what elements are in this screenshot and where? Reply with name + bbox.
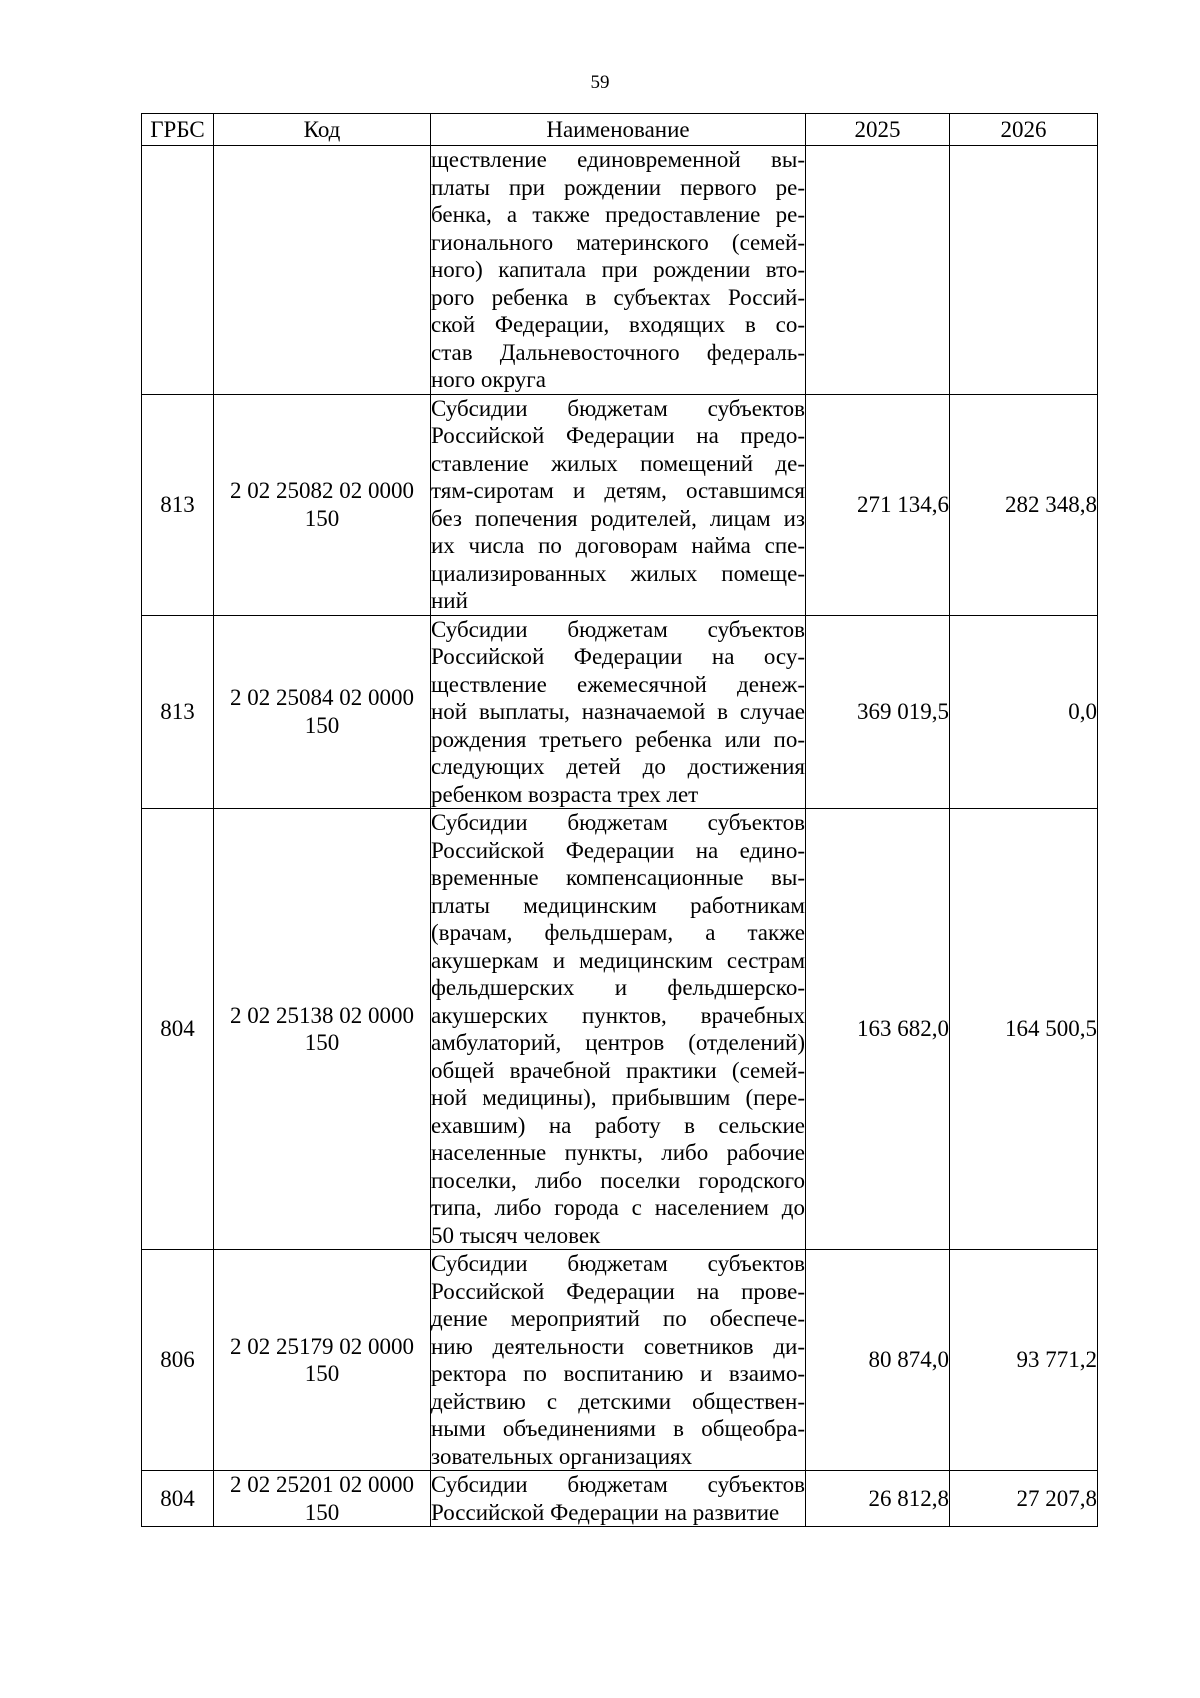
name-line: циализированных жилых помеще- — [431, 560, 805, 586]
name-line: фельдшерских и фельдшерско- — [431, 975, 805, 1000]
name-line: 50 тысяч человек — [431, 1222, 601, 1248]
header-2026: 2026 — [950, 114, 1098, 146]
name-line: Российской Федерации на осу- — [431, 644, 805, 669]
name-line: ществление ежемесячной денеж- — [431, 671, 805, 697]
name-line: амбулаторий, центров (отделений) — [431, 1030, 805, 1055]
name-line: став Дальневосточного федераль- — [431, 339, 805, 365]
amount-2025-cell: 163 682,0 — [806, 809, 950, 1250]
name-line: нию деятельности советников ди- — [431, 1333, 805, 1359]
name-line: ного) капитала при рождении вто- — [431, 257, 805, 282]
name-line: ной медицины), прибывшим (пере- — [431, 1085, 805, 1110]
name-line: Российской Федерации на развитие — [431, 1499, 780, 1525]
header-code: Код — [214, 114, 431, 146]
amount-2026-cell: 0,0 — [950, 615, 1098, 809]
name-line: ного округа — [431, 367, 546, 392]
amount-2026-cell: 282 348,8 — [950, 394, 1098, 615]
name-cell — [431, 809, 806, 1250]
header-grbs: ГРБС — [142, 114, 214, 146]
name-line: ществление единовременной вы- — [431, 147, 805, 172]
name-line: действию с детскими обществен- — [431, 1388, 805, 1414]
name-line: зовательных организациях — [431, 1443, 693, 1469]
amount-2025-cell: 80 874,0 — [806, 1250, 950, 1471]
grbs-cell: 804 — [142, 809, 214, 1250]
amount-2026-cell: 164 500,5 — [950, 809, 1098, 1250]
name-line: платы при рождении первого ре- — [431, 174, 805, 200]
code-cell: 2 02 25084 02 0000 150 — [214, 615, 431, 809]
table-row — [142, 1471, 1098, 1527]
name-line: общей врачебной практики (семей- — [431, 1057, 805, 1083]
amount-2025-cell: 369 019,5 — [806, 615, 950, 809]
grbs-cell: 813 — [142, 394, 214, 615]
header-name: Наименование — [431, 114, 806, 146]
name-line: ребенком возраста трех лет — [431, 781, 699, 807]
name-line: (врачам, фельдшерам, а также — [431, 920, 805, 945]
table-body — [142, 146, 1098, 1527]
amount-2025-cell — [806, 146, 950, 395]
code-cell — [214, 146, 431, 395]
code-cell: 2 02 25201 02 0000 150 — [214, 1471, 431, 1527]
table-row — [142, 146, 1098, 395]
name-line: Субсидии бюджетам субъектов — [431, 810, 805, 835]
name-line: без попечения родителей, лицам из — [431, 505, 805, 531]
name-line: Российской Федерации на прове- — [431, 1278, 805, 1304]
name-cell — [431, 1250, 806, 1471]
name-line: Субсидии бюджетам субъектов — [431, 616, 805, 642]
name-line: ставление жилых помещений де- — [431, 450, 805, 476]
grbs-cell — [142, 146, 214, 395]
name-line: ректора по воспитанию и взаимо- — [431, 1361, 805, 1386]
table-row — [142, 615, 1098, 809]
page-number: 59 — [590, 72, 610, 93]
name-line: акушерских пунктов, врачебных — [431, 1002, 805, 1028]
amount-2026-cell: 93 771,2 — [950, 1250, 1098, 1471]
table-row — [142, 809, 1098, 1250]
name-line: ний — [431, 588, 468, 613]
name-line: рождения третьего ребенка или по- — [431, 726, 805, 752]
code-cell: 2 02 25179 02 0000 150 — [214, 1250, 431, 1471]
name-line: Российской Федерации на предо- — [431, 423, 805, 448]
name-line: типа, либо города с населением до — [431, 1195, 805, 1220]
name-cell — [431, 1471, 806, 1527]
name-line: платы медицинским работникам — [431, 892, 805, 918]
amount-2025-cell: 26 812,8 — [806, 1471, 950, 1527]
name-line: следующих детей до достижения — [431, 754, 805, 779]
name-line: дение мероприятий по обеспече- — [431, 1306, 805, 1331]
amount-2025-cell: 271 134,6 — [806, 394, 950, 615]
name-line: Субсидии бюджетам субъектов — [431, 1251, 805, 1276]
name-cell — [431, 615, 806, 809]
name-line: акушеркам и медицинским сестрам — [431, 947, 805, 973]
grbs-cell: 806 — [142, 1250, 214, 1471]
budget-table — [141, 113, 1098, 1527]
name-line: бенка, а также предоставление ре- — [431, 202, 805, 227]
name-line: рого ребенка в субъектах Россий- — [431, 284, 805, 310]
name-line: населенные пункты, либо рабочие — [431, 1140, 805, 1165]
code-cell: 2 02 25138 02 0000 150 — [214, 809, 431, 1250]
grbs-cell: 813 — [142, 615, 214, 809]
name-line: ной выплаты, назначаемой в случае — [431, 699, 805, 724]
name-cell — [431, 394, 806, 615]
grbs-cell: 804 — [142, 1471, 214, 1527]
name-line: гионального материнского (семей- — [431, 229, 805, 255]
name-cell — [431, 146, 806, 395]
table-row — [142, 394, 1098, 615]
name-line: Субсидии бюджетам субъектов — [431, 1472, 805, 1497]
amount-2026-cell — [950, 146, 1098, 395]
name-line: Субсидии бюджетам субъектов — [431, 395, 805, 421]
name-line: ской Федерации, входящих в со- — [431, 312, 805, 337]
name-line: ными объединениями в общеобра- — [431, 1416, 805, 1441]
name-line: ехавшим) на работу в сельские — [431, 1112, 805, 1138]
name-line: их числа по договорам найма спе- — [431, 533, 805, 558]
header-2025: 2025 — [806, 114, 950, 146]
amount-2026-cell: 27 207,8 — [950, 1471, 1098, 1527]
table-row — [142, 1250, 1098, 1471]
name-line: поселки, либо поселки городского — [431, 1167, 805, 1193]
code-cell: 2 02 25082 02 0000 150 — [214, 394, 431, 615]
header-row — [142, 114, 1098, 146]
name-line: временные компенсационные вы- — [431, 865, 805, 890]
name-line: тям-сиротам и детям, оставшимся — [431, 478, 805, 503]
name-line: Российской Федерации на едино- — [431, 837, 805, 863]
